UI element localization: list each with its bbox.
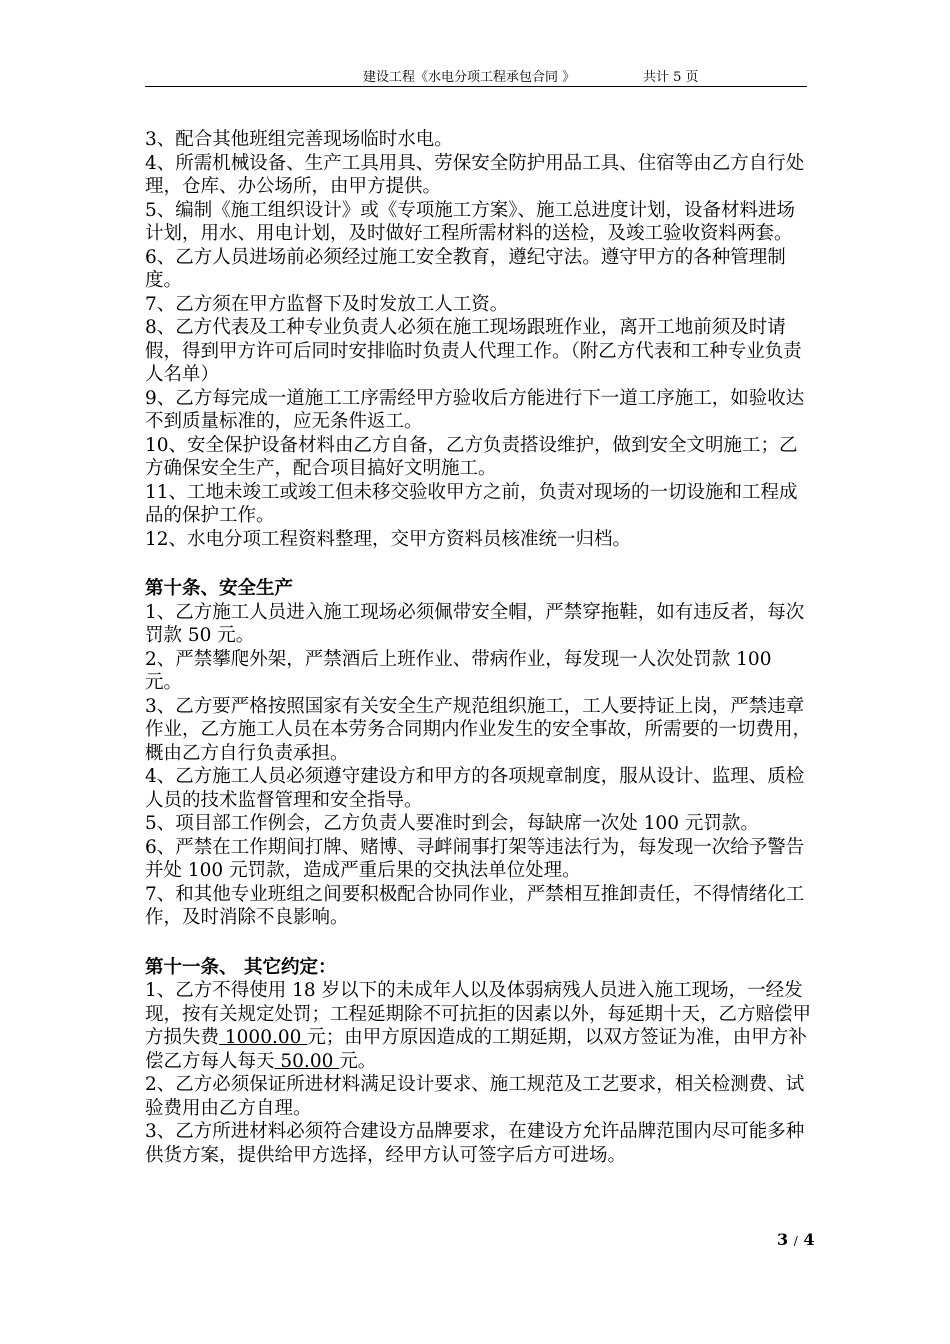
clause-item: 5、项目部工作例会，乙方负责人要准时到会，每缺席一次处 100 元罚款。 — [145, 813, 759, 834]
clause-item — [145, 979, 813, 1073]
clause-item: 3、乙方要严格按照国家有关安全生产规范组织施工，工人要持证上岗，严禁违章作业，乙方施工人员在本劳务合同期内作业发生的安全事故，所需要的一切费用，概由乙方自行负责承担。 — [145, 695, 812, 764]
clause-item: 11、工地未竣工或竣工但未移交验收甲方之前，负责对现场的一切设施和工程成品的保护工作。 — [145, 481, 798, 526]
clause-text: 元。 — [339, 1050, 377, 1072]
header-page-count: 共计 5 页 — [643, 70, 699, 85]
clause-item: 2、严禁攀爬外架，严禁酒后上班作业、带病作业，每发现一人次处罚款 100 元。 — [145, 648, 772, 693]
total-pages: 4 — [803, 1230, 815, 1249]
clause-item: 6、严禁在工作期间打牌、赌博、寻衅闹事打架等违法行为，每发现一次给予警告并处 100 元罚款，造成严重后果的交执法单位处理。 — [145, 836, 805, 881]
daily-compensation-amount: 50.00 — [274, 1050, 340, 1072]
clause-item: 12、水电分项工程资料整理，交甲方资料员核准统一归档。 — [145, 528, 632, 550]
current-page: 3 — [777, 1230, 789, 1249]
clause-item: 1、乙方施工人员进入施工现场必须佩带安全帽，严禁穿拖鞋，如有违反者，每次罚款 50 元。 — [145, 601, 805, 646]
page-separator: / — [793, 1234, 798, 1248]
section-heading-safety: 第十条、安全生产 — [145, 578, 294, 599]
clause-item: 3、配合其他班组完善现场临时水电。 — [145, 129, 453, 150]
clause-item: 10、安全保护设备材料由乙方自备，乙方负责搭设维护，做到安全文明施工；乙方确保安全生产，配合项目搞好文明施工。 — [145, 434, 798, 479]
clause-text: 元；由甲方原因造成的工期延期，以双方签证为准，由甲方补偿乙方每人每天 — [145, 1027, 807, 1072]
clause-item: 4、乙方施工人员必须遵守建设方和甲方的各项规章制度，服从设计、监理、质检人员的技术监督管理和安全指导。 — [145, 766, 805, 811]
header-title: 建设工程《水电分项工程承包合同 》 — [363, 70, 576, 85]
clause-text: 1、乙方不得使用 18 岁以下的未成年人以及体弱病残人员进入施工现场，一经发现，按有关规定处罚；工程延期除不可抗拒的因素以外，每延期十天，乙方赔偿甲方损失费 — [145, 980, 812, 1048]
clause-item: 4、所需机械设备、生产工具用具、劳保安全防护用品工具、住宿等由乙方自行处理，仓库、办公场所，由甲方提供。 — [145, 152, 805, 197]
document-body — [145, 128, 813, 1167]
clause-item: 7、乙方须在甲方监督下及时发放工人工资。 — [145, 293, 509, 315]
page-number — [777, 1230, 814, 1249]
clause-item: 2、乙方必须保证所进材料满足设计要求、施工规范及工艺要求，相关检测费、试验费用由乙方自理。 — [145, 1074, 805, 1119]
compensation-amount: 1000.00 — [219, 1027, 308, 1048]
clause-item: 7、和其他专业班组之间要积极配合协同作业，严禁相互推卸责任，不得情绪化工作，及时消除不良影响。 — [145, 883, 805, 928]
clause-item: 8、乙方代表及工种专业负责人必须在施工现场跟班作业，离开工地前须及时请假，得到甲方许可后同时安排临时负责人代理工作。（附乙方代表和工种专业负责人名单） — [145, 317, 802, 385]
clause-item: 5、编制《施工组织设计》或《专项施工方案》、施工总进度计划，设备材料进场计划，用水、用电计划，及时做好工程所需材料的送检，及竣工验收资料两套。 — [145, 199, 796, 244]
page-header — [145, 64, 807, 87]
section-heading-other: 第十一条、 其它约定： — [145, 956, 337, 978]
clause-item: 9、乙方每完成一道施工工序需经甲方验收后方能进行下一道工序施工，如验收达不到质量标准的，应无条件返工。 — [145, 387, 805, 432]
clause-item: 6、乙方人员进场前必须经过施工安全教育，遵纪守法。遵守甲方的各种管理制度。 — [145, 246, 786, 291]
clause-item: 3、乙方所进材料必须符合建设方品牌要求，在建设方允许品牌范围内尽可能多种供货方案，提供给甲方选择，经甲方认可签字后方可进场。 — [145, 1121, 805, 1166]
